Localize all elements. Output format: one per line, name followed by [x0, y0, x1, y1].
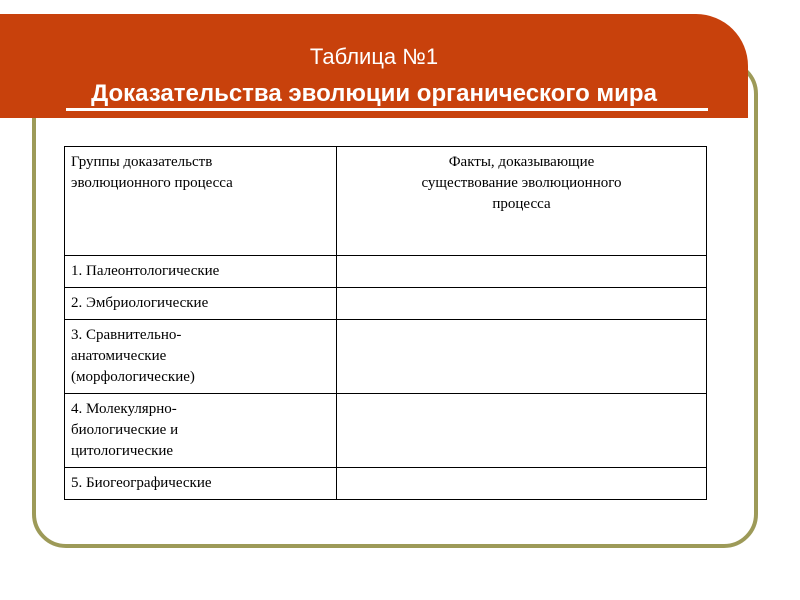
table-row	[65, 394, 707, 468]
title-underline	[66, 108, 708, 111]
row-fact-cell[interactable]	[337, 256, 707, 288]
header-line: процесса	[492, 196, 551, 212]
table-row	[65, 288, 707, 320]
table-number-title: Таблица №1	[309, 44, 439, 69]
table-row	[65, 320, 707, 394]
table-header-row	[65, 147, 707, 256]
table-row	[65, 468, 707, 500]
row-group-cell	[65, 256, 337, 288]
row-group-cell	[65, 288, 337, 320]
row-fact-cell[interactable]	[337, 468, 707, 500]
cell-line: 1. Палеонтологические	[71, 263, 220, 279]
cell-line: цитологические	[71, 443, 174, 459]
cell-line: 3. Сравнительно-	[71, 327, 182, 343]
header-line: Факты, доказывающие	[448, 154, 595, 170]
row-fact-cell[interactable]	[337, 288, 707, 320]
evidence-table	[64, 146, 707, 500]
cell-line: анатомические	[71, 348, 167, 364]
row-fact-cell[interactable]	[337, 394, 707, 468]
header-line: эволюционного процесса	[71, 175, 233, 191]
cell-line: 4. Молекулярно-	[71, 401, 177, 417]
table-row	[65, 256, 707, 288]
header-line: Группы доказательств	[71, 154, 213, 170]
slide-title: Доказательства эволюции органического мира	[91, 80, 657, 107]
row-fact-cell[interactable]	[337, 320, 707, 394]
header-line: существование эволюционного	[421, 175, 622, 191]
cell-line: 2. Эмбриологические	[71, 295, 209, 311]
cell-line: 5. Биогеографические	[71, 475, 212, 491]
row-group-cell	[65, 468, 337, 500]
header-evidence-groups	[65, 147, 337, 256]
title-banner	[0, 14, 748, 118]
row-group-cell	[65, 320, 337, 394]
row-group-cell	[65, 394, 337, 468]
cell-line: (морфологические)	[71, 369, 195, 385]
cell-line: биологические и	[71, 422, 179, 438]
header-facts	[337, 147, 707, 256]
